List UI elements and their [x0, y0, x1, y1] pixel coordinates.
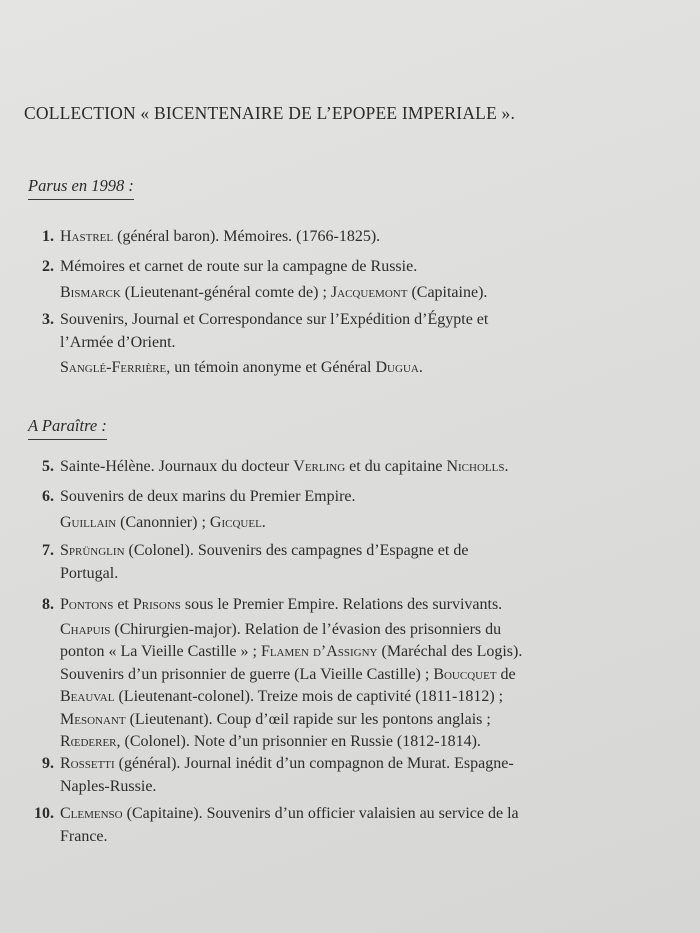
item-line — [60, 803, 640, 826]
item-line — [60, 309, 640, 332]
item-text: (général). Journal inédit d’un compagnon de Murat. Espagne- — [114, 755, 514, 772]
item-line — [60, 563, 640, 586]
author-name: Prisons — [132, 596, 181, 613]
item-text: sous le Premier Empire. Relations des survivants. — [180, 596, 503, 613]
item-text: ponton « La Vieille Castille » ; — [60, 643, 261, 660]
list-item — [30, 486, 640, 534]
item-number: 6. — [42, 488, 54, 505]
collection-title: COLLECTION « BICENTENAIRE DE L’EPOPEE IMPERIALE ». — [24, 103, 516, 123]
item-text: (Lieutenant-général comte de) ; — [120, 283, 331, 301]
item-text: (Capitaine). — [407, 283, 488, 301]
item-number: 8. — [42, 596, 54, 613]
author-name: Flamen d’Assigny — [260, 643, 378, 660]
item-number: 2. — [42, 258, 54, 275]
item-line — [60, 619, 640, 642]
item-line — [60, 540, 640, 563]
author-name: Verling — [293, 458, 346, 475]
item-text: et du capitaine — [345, 458, 447, 475]
author-name: Nicholls — [446, 458, 505, 475]
item-line — [60, 686, 640, 709]
item-line — [60, 594, 640, 617]
list-item — [30, 594, 640, 754]
item-text: Mémoires et carnet de route sur la campagne de Russie. — [60, 258, 418, 275]
item-line — [60, 753, 640, 776]
item-line — [60, 731, 640, 754]
item-text: de — [496, 665, 516, 683]
item-text: . — [418, 359, 423, 376]
item-number: 7. — [42, 542, 54, 559]
item-text: Naples-Russie. — [60, 777, 157, 795]
author-name: Clemenso — [60, 805, 123, 822]
section-heading-published: Parus en 1998 : — [28, 176, 134, 200]
item-text: , (Colonel). Note d’un prisonnier en Russie (1812-1814). — [116, 733, 481, 750]
item-text: Portugal. — [60, 564, 119, 582]
item-text: (Canonnier) ; — [116, 513, 210, 531]
item-line — [60, 512, 640, 535]
author-name: Rœderer — [60, 733, 117, 750]
author-name: Beauval — [60, 688, 115, 705]
author-name: Pontons — [60, 596, 114, 613]
item-text: Souvenirs d’un prisonnier de guerre (La Vieille Castille) ; — [60, 665, 434, 683]
item-line — [60, 282, 640, 305]
item-line — [60, 256, 640, 279]
list-item — [30, 309, 640, 380]
item-text: . — [504, 458, 509, 475]
section-heading-forthcoming: A Paraître : — [28, 416, 107, 440]
list-item — [30, 256, 640, 304]
author-name: Bismarck — [60, 283, 121, 301]
item-line — [60, 776, 640, 799]
author-name: Sprünglin — [60, 542, 125, 559]
author-name: Gicquel — [209, 513, 262, 531]
item-text: (Lieutenant-colonel). Treize mois de captivité (1811-1812) ; — [114, 688, 504, 705]
item-line — [60, 357, 640, 380]
author-name: Hastrel — [60, 228, 114, 245]
item-line — [60, 826, 640, 849]
author-name: Boucquet — [433, 665, 497, 683]
item-text: et — [113, 596, 133, 613]
author-name: Sanglé-Ferrière — [60, 359, 167, 376]
item-text: . — [261, 513, 266, 531]
item-line — [60, 226, 640, 249]
item-text: l’Armée d’Orient. — [60, 333, 176, 351]
item-text: (Capitaine). Souvenirs d’un officier valaisien au service de la — [122, 805, 519, 822]
item-text: France. — [60, 827, 108, 845]
item-text: (Lieutenant). Coup d’œil rapide sur les pontons anglais ; — [125, 710, 491, 728]
item-line — [60, 456, 640, 479]
author-name: Rossetti — [60, 755, 115, 772]
list-item — [30, 540, 640, 585]
item-text: , un témoin anonyme et Général — [166, 359, 376, 376]
item-text: Sainte-Hélène. Journaux du docteur — [60, 458, 294, 475]
item-number: 9. — [42, 755, 54, 772]
item-number: 10. — [34, 805, 54, 822]
author-name: Mesonant — [60, 710, 126, 728]
item-line — [60, 641, 640, 664]
item-number: 3. — [42, 311, 54, 328]
item-text: (Colonel). Souvenirs des campagnes d’Espagne et de — [124, 542, 469, 559]
item-text: Souvenirs de deux marins du Premier Empire. — [60, 488, 356, 505]
item-text: Souvenirs, Journal et Correspondance sur l’Expédition d’Égypte et — [60, 311, 489, 328]
author-name: Chapuis — [60, 620, 111, 638]
author-name: Guillain — [60, 513, 117, 531]
item-line — [60, 486, 640, 509]
item-line — [60, 332, 640, 355]
item-line — [60, 664, 640, 687]
author-name: Dugua — [375, 359, 419, 376]
item-text: (Chirurgien-major). Relation de l’évasion des prisonniers du — [110, 620, 502, 638]
list-item — [30, 456, 640, 479]
list-item — [30, 803, 640, 848]
list-item — [30, 226, 640, 249]
item-line — [60, 709, 640, 732]
item-text: (Maréchal des Logis). — [377, 643, 523, 660]
item-text: (général baron). Mémoires. (1766-1825). — [113, 228, 381, 245]
author-name: Jacquemont — [330, 283, 408, 301]
item-number: 1. — [42, 228, 54, 245]
list-item — [30, 753, 640, 798]
item-number: 5. — [42, 458, 54, 475]
